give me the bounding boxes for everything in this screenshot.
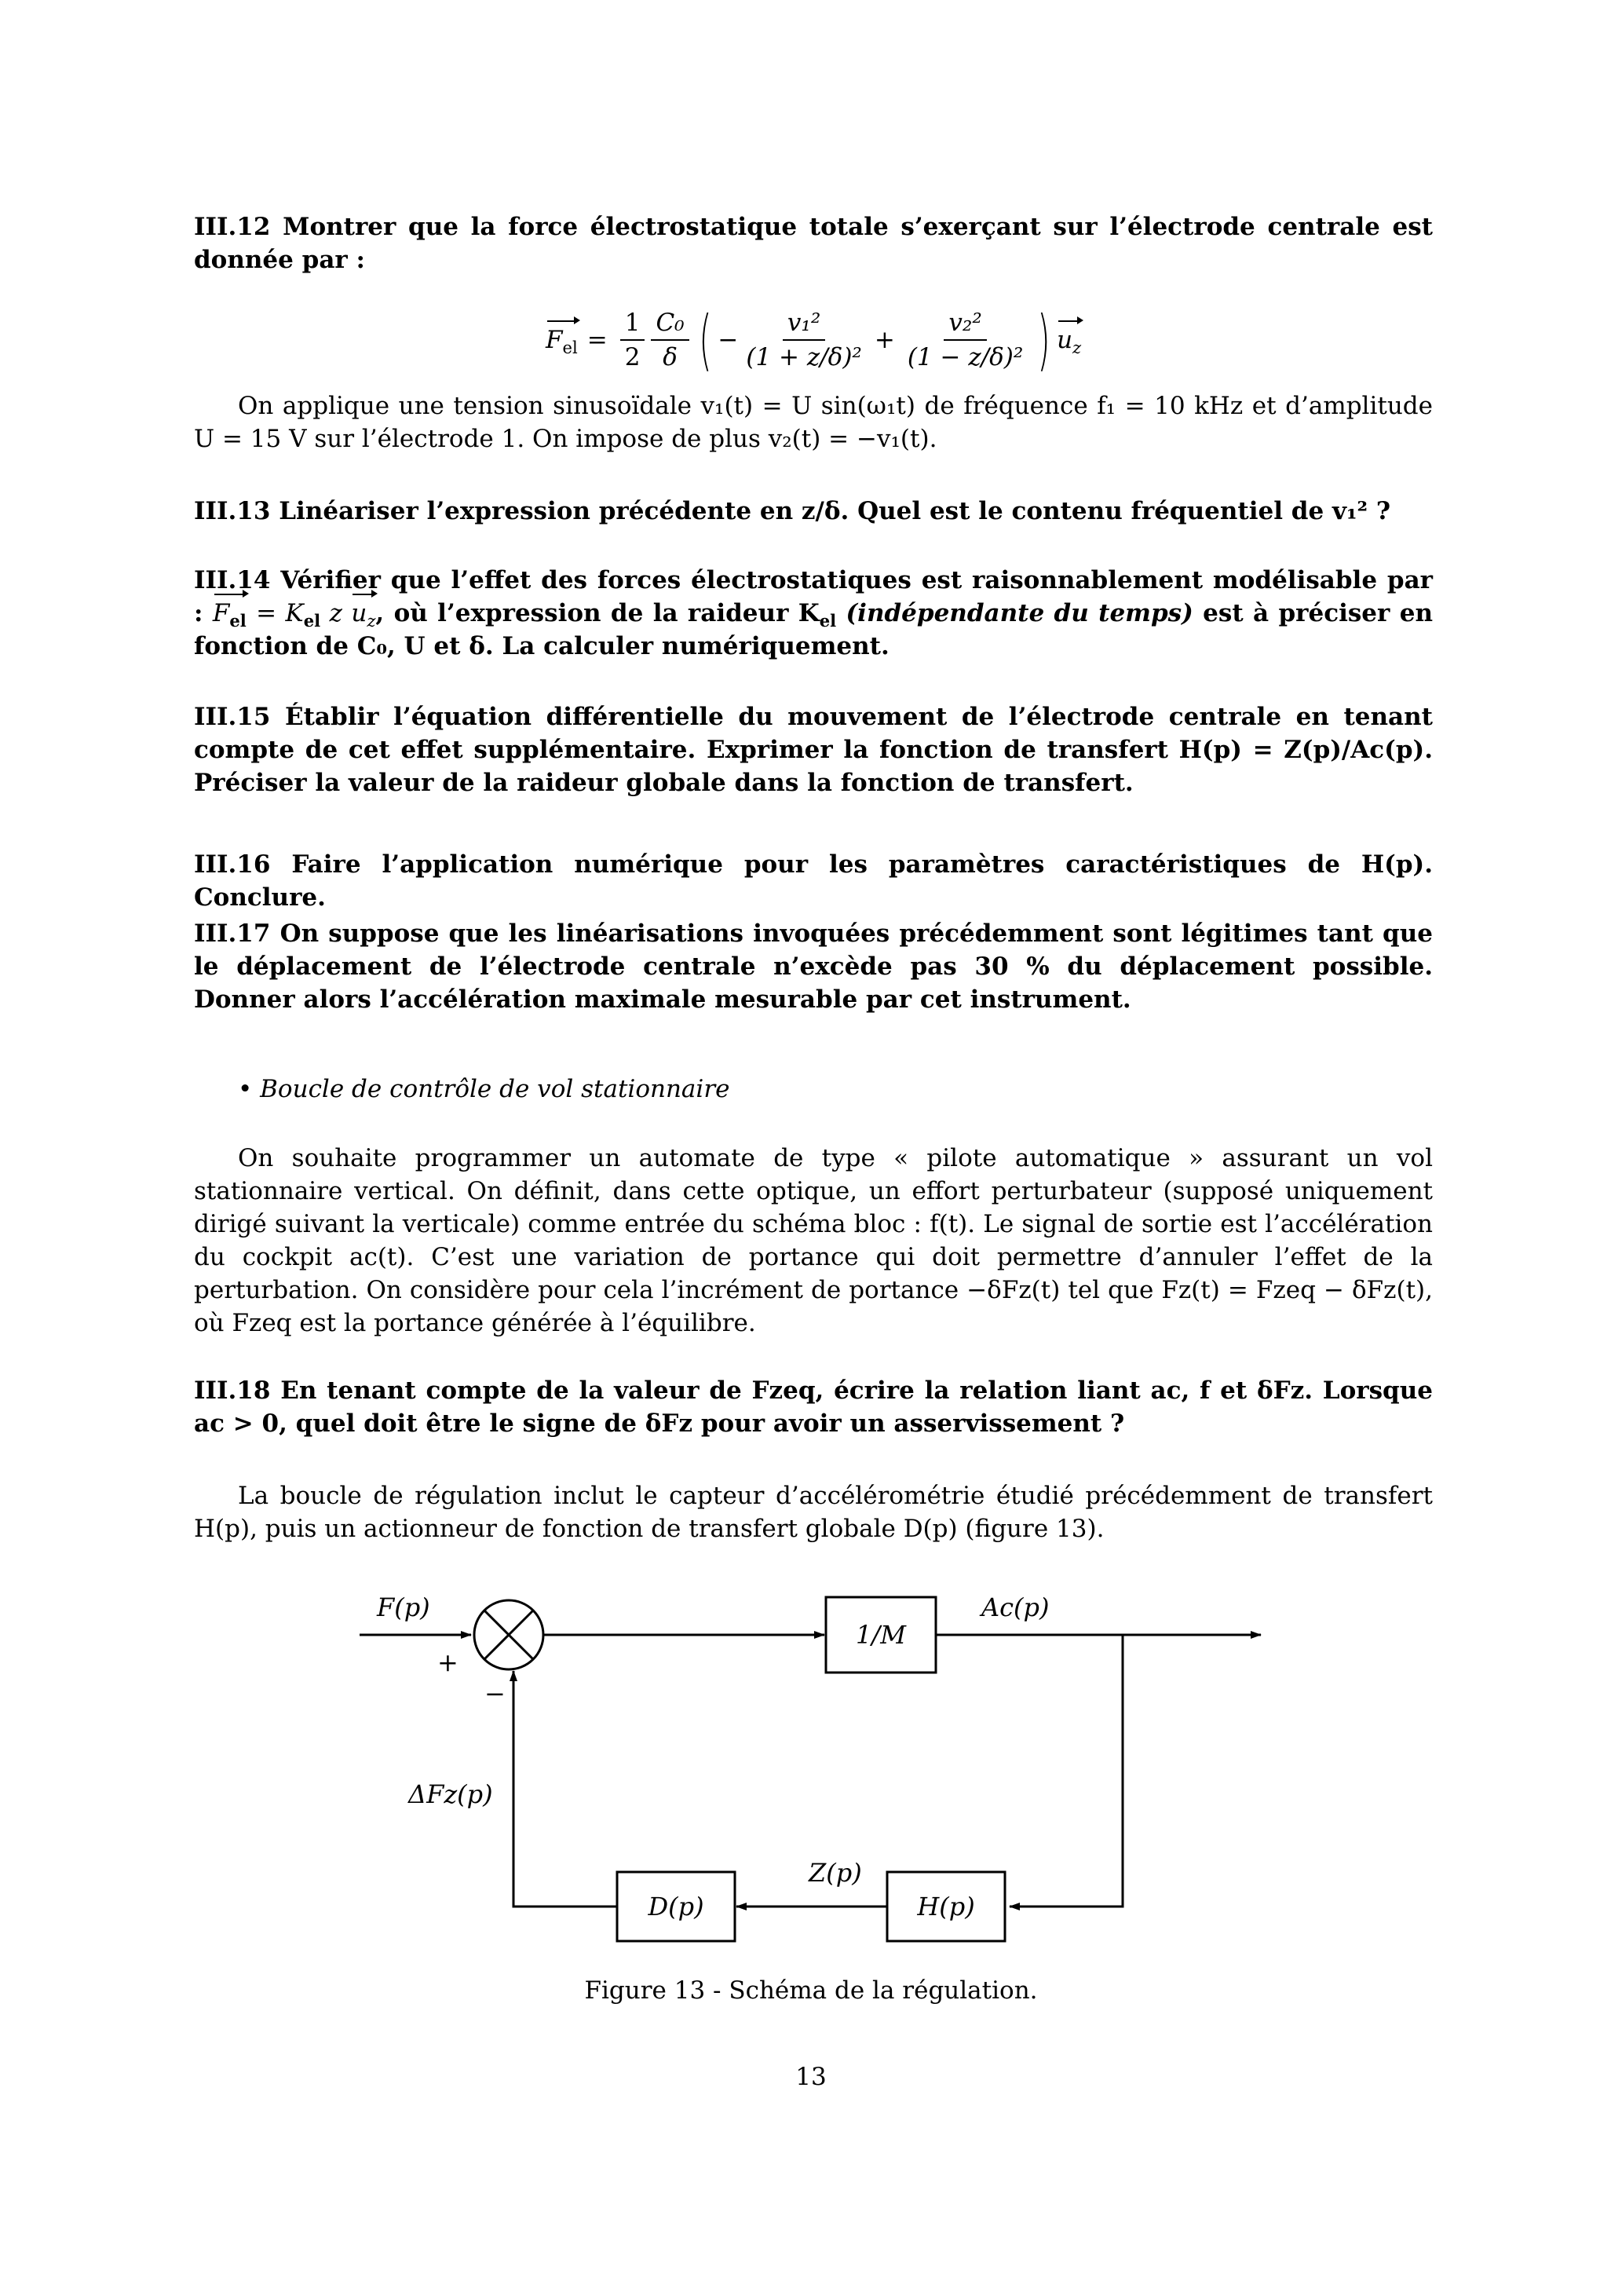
emphasis-independante: (indépendante du temps): [846, 599, 1193, 627]
paren-open: (: [698, 302, 712, 378]
label-output: Ac(p): [981, 1592, 1050, 1622]
vector-uz-inline: $u_z$: [351, 597, 375, 630]
question-text: Vérifier que l’effet des forces électrostatiques est raisonnablement modélisable par :: [194, 566, 1433, 627]
question-number: III.14: [194, 566, 271, 594]
question-number: III.16: [194, 850, 271, 879]
fraction-term-2: $\frac{\text{v₂²}}{\text{(1 − z/δ)²}}$: [903, 306, 1028, 374]
page-number: 13: [795, 2063, 827, 2091]
question-number: III.12: [194, 213, 271, 241]
fraction-half: $\frac{1}{2}$: [620, 306, 645, 374]
question-number: III.17: [194, 919, 271, 948]
label-input: F(p): [377, 1592, 430, 1622]
vector-uz: $u_z$: [1057, 324, 1081, 356]
fraction-term-1: $\frac{\text{v₁²}}{\text{(1 + z/δ)²}}$: [741, 306, 866, 374]
bullet-text: Boucle de contrôle de vol stationnaire: [260, 1075, 730, 1103]
question-text-end: est à préciser en fonction de C₀, U et δ. La calculer numériquement.: [194, 599, 1433, 660]
label-plus: +: [437, 1647, 458, 1677]
question-text: En tenant compte de la valeur de Fzeq, écrire la relation liant ac, f et δFz. Lorsque ac > 0, quel doit être le signe de δFz pour avoir un asservissement ?: [194, 1377, 1433, 1438]
label-block-h: H(p): [917, 1892, 975, 1921]
question-text: Établir l’équation différentielle du mouvement de l’électrode centrale en tenant compte de cet effet supplémentaire. Exprimer la fonction de transfert H(p) = Z(p)/Ac(p). Préciser la valeur de la raideur globale dans la fonction de transfert.: [194, 703, 1433, 797]
question-text: Montrer que la force électrostatique totale s’exerçant sur l’électrode centrale est donnée par :: [194, 213, 1434, 274]
question-number: III.15: [194, 703, 271, 731]
plus-sign: +: [874, 326, 895, 354]
question-text: On suppose que les linéarisations invoquées précédemment sont légitimes tant que le déplacement de l’électrode centrale n’excède pas 30 % du déplacement possible. Donner alors l’accélération maximale mesurable par cet instrument.: [194, 919, 1433, 1014]
feedback-path-up: [513, 1671, 617, 1907]
question-text: Linéariser l’expression précédente en z/δ. Quel est le contenu fréquentiel de v₁² ?: [279, 497, 1391, 525]
question-number: III.13: [194, 497, 271, 525]
label-minus: −: [484, 1679, 506, 1709]
question-number: III.18: [194, 1377, 271, 1405]
feedback-path-down: [1010, 1635, 1123, 1907]
vector-f: $F_{el}$: [546, 324, 578, 356]
paragraph-tension: On applique une tension sinusoïdale v₁(t) = U sin(ω₁t) de fréquence f₁ = 10 kHz et d’amplitude U = 15 V sur l’électrode 1. On impose de plus v₂(t) = −v₁(t).: [194, 392, 1433, 453]
label-z: Z(p): [809, 1858, 862, 1888]
label-block-d: D(p): [648, 1892, 704, 1921]
equals-sign: =: [586, 326, 608, 354]
figure-caption: Figure 13 - Schéma de la régulation.: [584, 1976, 1038, 2005]
paragraph-regulation: La boucle de régulation inclut le capteur d’accélérométrie étudié précédemment de transfert H(p), puis un actionneur de fonction de transfert globale D(p) (figure 13).: [194, 1482, 1433, 1543]
vector-f-el: $F_{el}$: [213, 597, 247, 630]
question-III-14: III.14 Vérifier que l’effet des forces électrostatiques est raisonnablement modélisable par : $F_{el} = K_{el}$ z $u_z$, où l’expression de la raideur $K_{el}$ (indépendante du temps) est à préciser en fonction de C₀, U et δ. La calculer numériquement.: [194, 566, 1433, 660]
paragraph-boucle: On souhaite programmer un automate de type « pilote automatique » assurant un vol stationnaire vertical. On définit, dans cette optique, un effort perturbateur (supposé uniquement dirigé suivant la verticale) comme entrée du schéma bloc : f(t). Le signal de sortie est l’accélération du cockpit ac(t). C’est une variation de portance qui doit permettre d’annuler l’effet de la perturbation. On considère pour cela l’incrément de portance −δFz(t) tel que Fz(t) = Fzeq − δFz(t), où Fzeq est la portance générée à l’équilibre.: [194, 1144, 1433, 1337]
minus-sign: −: [718, 326, 739, 354]
question-text: Faire l’application numérique pour les paramètres caractéristiques de H(p). Conclure.: [194, 850, 1433, 912]
label-gain: 1/M: [856, 1620, 906, 1650]
fraction-c0-delta: $\frac{\text{C₀}}{\delta}$: [651, 306, 689, 374]
paren-close: ): [1037, 302, 1050, 378]
label-feedback: ΔFz(p): [408, 1779, 493, 1809]
bullet-icon: •: [238, 1075, 253, 1103]
